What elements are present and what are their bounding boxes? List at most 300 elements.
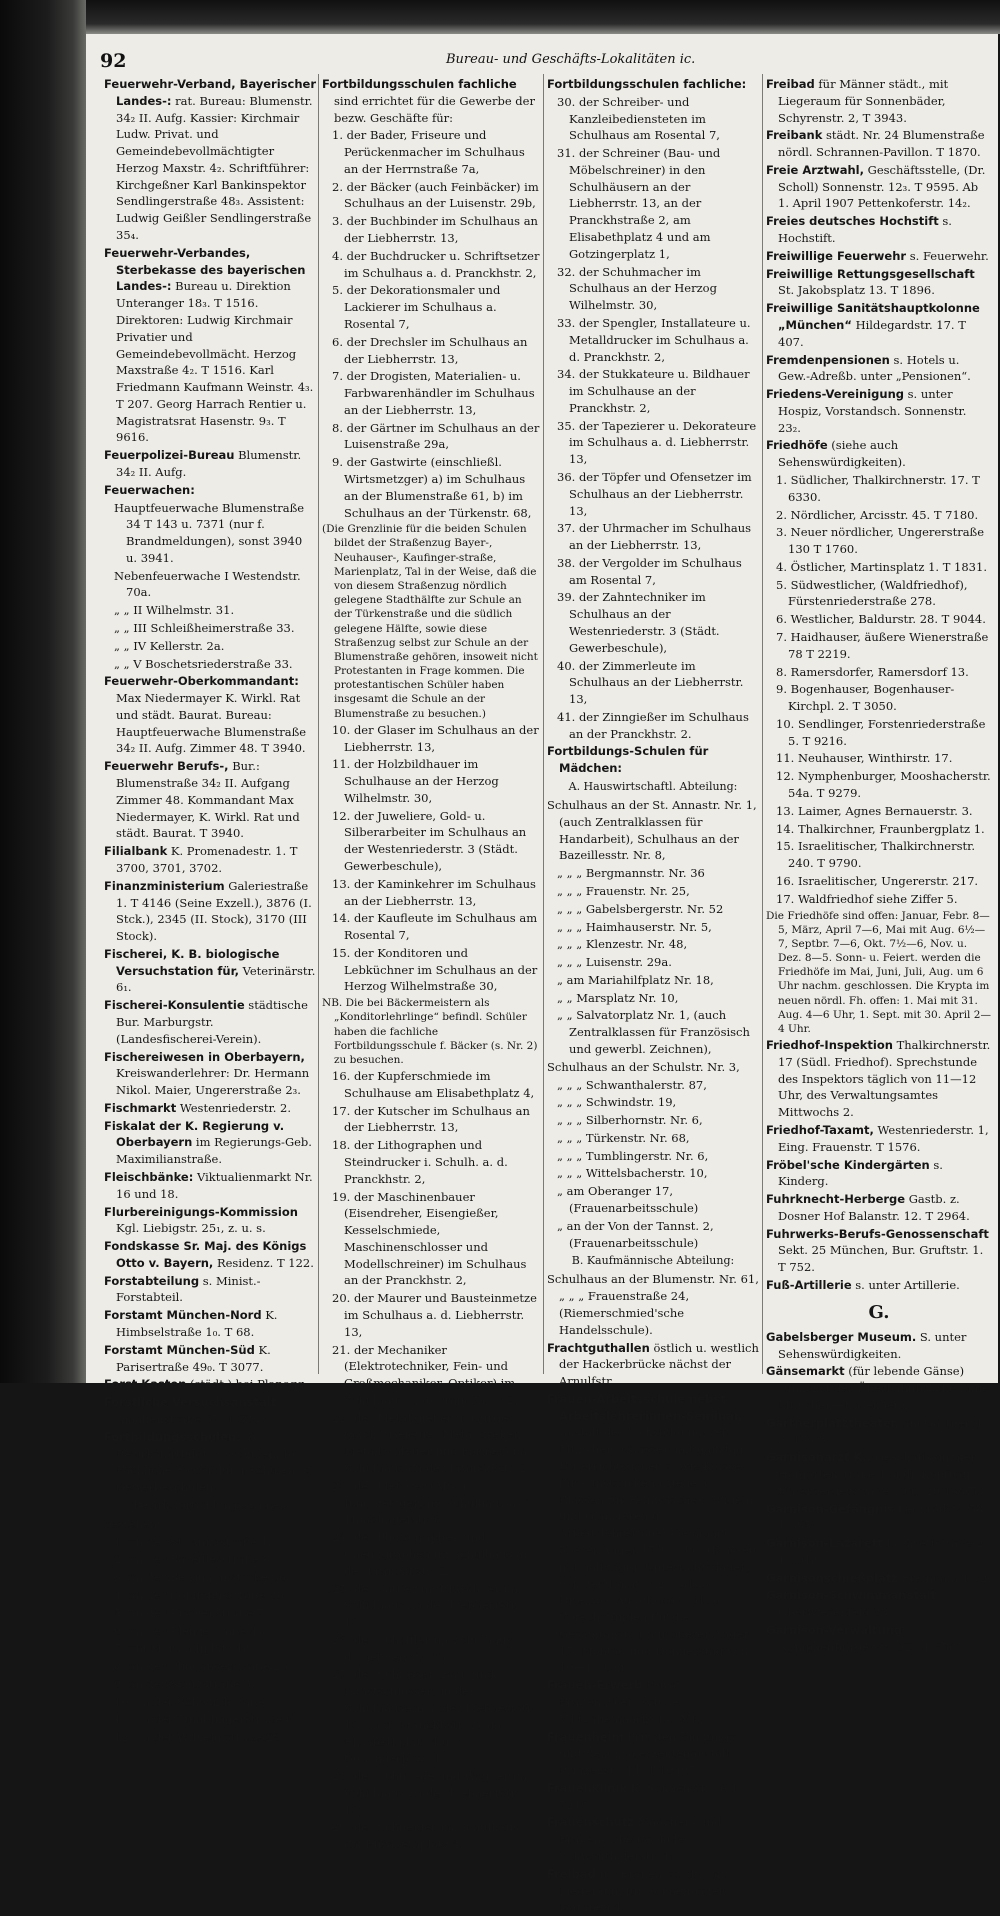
entry-text: 27. der Schlosser (Bau- und Kunstschlosser) in den Schulhäusern a. der Liebherrstr. 13, an d. Pranckhstr. 2, am Elisabethplatz 4 u. a. Gotzingerplatz 1,: [332, 1667, 535, 1766]
entry-heading: Forstamt München-Nord: [104, 1308, 262, 1323]
entry-text: „ „ II Wilhelmstr. 31.: [114, 603, 235, 618]
entry-text: 14. Thalkirchner, Fraunbergplatz 1.: [776, 821, 985, 836]
directory-entry: [547, 990, 759, 1007]
entry-heading: Frauenheim: [547, 1729, 624, 1744]
entry-text: Viktualienmarkt Nr. 16 und 18.: [116, 1170, 313, 1201]
entry-text: 26. der Schäffler im Schulhaus a. d. Liebherrstr. 13,: [332, 1632, 527, 1664]
entry-heading: Fuhrwerks-Berufs-Genossenschaft: [766, 1226, 989, 1241]
directory-entry: [322, 1632, 540, 1666]
entry-text: 6. Westlicher, Baldurstr. 28. T 9044.: [776, 612, 986, 627]
directory-entry: [766, 1587, 992, 1621]
directory-entry: [547, 1253, 759, 1269]
directory-entry: [104, 1376, 316, 1393]
entry-text: (Die Grenzlinie für die beiden Schulen bildet der Straßenzug Bayer-, Neuhauser-, Kaufinger-straße, Marienplatz, Tal in der Weise, daß die von diesem Straßenzug nördlich gelegene Stadthälfte zur Schule an der Türkenstraße und die südlich gelegene Hälfte, sowie diese Straßenzug selbst zur Schule an der Blumenstraße gehören, insoweit nicht Protestanten in Frage kommen. Die protestantischen Schüler haben insgesamt die Schule an der Blumenstraße zu besuchen.): [322, 523, 538, 720]
directory-entry: [322, 127, 540, 177]
entry-text: 28. der Schmiede und Wagner im Schulhaus an der Liebherrstr. 13,: [332, 1769, 528, 1817]
directory-entry: [104, 500, 316, 567]
entry-heading: Fondskasse Sr. Maj. des Königs Otto v. Bayern,: [104, 1239, 307, 1270]
entry-text: städt. Nr. 24 Blumenstraße nördl. Schrannen-Pavillon. T 1870.: [778, 128, 985, 160]
directory-entry: [322, 1137, 540, 1187]
entry-text: Westenriederstr. 2.: [176, 1100, 291, 1115]
directory-entry: [322, 1581, 540, 1631]
directory-entry: [766, 891, 992, 908]
directory-entry: [766, 162, 992, 212]
entry-text: 13. Laimer, Agnes Bernauerstr. 3.: [776, 803, 973, 818]
directory-entry: [104, 758, 316, 842]
directory-entry: [547, 555, 759, 589]
entry-text: Sekt. 25 München, Bur. Gruftstr. 1. T 752.: [778, 1243, 984, 1275]
directory-entry: [766, 248, 992, 265]
entry-text: 29. der Schneider im Schulhaus am Elisabethplatz 4,: [332, 1820, 519, 1852]
entry-text: Oberwiesenfeld 38.: [778, 1605, 892, 1620]
entry-text: Schulhaus an der Blumenstr. Nr. 61, „ „ „ Frauenstraße 24, (Riemerschmied'sche Handelsschule).: [547, 1272, 759, 1337]
entry-text: Die Friedhöfe sind offen: Januar, Febr. 8—5, März, April 7—6, Mai mit Aug. 6½—7, Septbr. 7—6, Okt. 7½—6, Nov. u. Dez. 8—5. Sonn- u. Feiert. werden die Friedhöfe im Mai, Juni, Juli, Aug. um 6 Uhr nachm. geschlossen. Die Krypta im neuen nördl. Fh. offen: 1. Mai mit 31. Aug. 4—6 Uhr, 1. Sept. mit 30. April 2—4 Uhr.: [766, 909, 991, 1035]
directory-entry: [766, 1363, 992, 1413]
directory-entry: [104, 1623, 316, 1640]
directory-entry: [766, 1535, 992, 1569]
entry-text: Hildegardstr. 17. T 407.: [778, 317, 966, 349]
entry-text: „ „ Marsplatz Nr. 10,: [557, 990, 679, 1005]
entry-text: „ „ Salvatorplatz Nr. 1, (auch Zentralklassen für Französisch und gewerbl. Zeichnen),: [557, 1008, 750, 1057]
directory-entry: [547, 1729, 759, 1779]
entry-text: Geschäftsstelle, (Dr. Scholl) Sonnenstr. 12₃. T 9595. Ab 1. April 1907 Pettenkoferstr. 14₂.: [778, 162, 986, 211]
entry-text: S. unter Sehenswürdigkeiten.: [778, 1329, 967, 1361]
entry-text: 3. an der Bergmannstraße 36,: [114, 1570, 290, 1585]
entry-text: 25. der Sattler und Taschner im Schulhaus an der Liebherrstr. 13,: [332, 1581, 519, 1630]
entry-heading: Forstamt München-Süd: [104, 1342, 255, 1357]
entry-heading: Fortbildungsschulen:: [104, 1429, 241, 1444]
directory-entry: [104, 1729, 316, 1746]
entry-text: 4. an der Columbusstraße 36,: [114, 1588, 288, 1603]
directory-entry: [322, 282, 540, 332]
entry-text: 9. Bogenhauser, Bogenhauser-Kirchpl. 2. T 3050.: [776, 682, 955, 714]
entry-text: 14. der Kaufleute im Schulhaus am Rosental 7,: [332, 911, 538, 943]
directory-entry: [766, 1302, 992, 1323]
directory-entry: [766, 300, 992, 350]
directory-page: [86, 34, 998, 1915]
entry-heading: Friedens-Vereinigung: [766, 387, 904, 402]
entry-text: 36. der Töpfer und Ofensetzer im Schulhaus an der Liebherrstr. 13,: [557, 469, 752, 518]
directory-entry: [766, 524, 992, 558]
directory-entry: [322, 1342, 540, 1409]
entry-text: „ „ „ Türkenstr. Nr. 68,: [557, 1130, 690, 1145]
directory-entry: [104, 673, 316, 757]
directory-entry: [104, 1169, 316, 1203]
directory-entry: [104, 1429, 316, 1496]
directory-entry: [547, 1340, 759, 1390]
entry-text: 3. Neuer nördlicher, Ungererstraße 130 T 1760.: [776, 525, 985, 557]
entry-heading: Feuerwehr Berufs-,: [104, 759, 229, 774]
entry-heading: Forstliche Versuchsanstalt: [104, 1395, 277, 1410]
directory-entry: [766, 1157, 992, 1191]
entry-heading: Freies deutsches Hochstift: [766, 214, 939, 229]
entry-text: 1. an der St. Annastraße 1,: [114, 1534, 272, 1549]
directory-entry: [547, 366, 759, 416]
entry-heading: Freibank: [766, 128, 823, 143]
entry-text: s. Hochstift.: [778, 214, 952, 246]
entry-text: K. Sonnenstr. 16 T 7219.: [559, 1780, 739, 1812]
entry-text: 19. der Maschinenbauer (Eisendreher, Eisengießer, Kesselschmiede, Maschinenschlosser und Modellschreiner) im Schulhaus an der Pranckhstr. 2,: [332, 1189, 527, 1288]
directory-entry: [322, 910, 540, 944]
directory-entry: [322, 1410, 540, 1477]
entry-heading: Fremdenpensionen: [766, 352, 890, 367]
entry-text: 22. der Metallgießer u. Gürtler (auch Ziseleure, Metalldreher, Metallschleifer und Former) im Schulhaus an der Pranckhstr. 2,: [332, 1410, 531, 1476]
directory-entry: [547, 520, 759, 554]
entry-text: 21. der Mechaniker (Elektrotechniker, Fein- und Großmechaniker, Optiker) im Schulhaus a. d. Pranckhstr. 2,: [332, 1342, 519, 1407]
directory-entry: [547, 1814, 759, 1864]
entry-text: 8. der Gärtner im Schulhaus an der Luisenstraße 29a,: [332, 420, 540, 452]
directory-entry: [547, 1148, 759, 1165]
directory-entry: [547, 1130, 759, 1147]
entry-text: 11. der Holzbildhauer im Schulhause an der Herzog Wilhelmstr. 30,: [332, 757, 499, 805]
entry-heading: Gärtnerplatztheater,: [766, 1415, 900, 1430]
entry-text: 24. der Photographen und Chemigraphen im Schulhaus an der Pranckhstr. 2,: [332, 1530, 531, 1578]
directory-entry: [104, 656, 316, 673]
directory-entry: [104, 1551, 316, 1568]
directory-entry: [766, 213, 992, 247]
directory-entry: [322, 1189, 540, 1290]
entry-text: Bur.: Blumenstraße 34₂ II. Aufgang Zimmer 48. Kommandant Max Niedermayer, K. Wirkl. Rat und städt. Baurat. T 3940.: [116, 759, 300, 841]
entry-heading: Friedhöfe: [766, 438, 828, 453]
entry-text: Geschäftszimmer: Hofgartenstraße 1 südl. Kopfbau Unterbergerstraße 19 u. 20 T 8853.: [778, 1450, 988, 1498]
entry-text: 10. der Glaser im Schulhaus an der Liebherrstr. 13,: [332, 722, 539, 754]
column-2: [322, 76, 540, 1852]
entry-heading: Friedhof-Taxamt,: [766, 1122, 874, 1137]
entry-text: „ „ V Boschetsriederstraße 33.: [114, 656, 293, 671]
entry-text: Hauptfeuerwache Blumenstraße 34 T 143 u. 7371 (nur f. Brandmeldungen), sonst 3940 u. 3941.: [114, 500, 305, 565]
directory-entry: [547, 1271, 759, 1338]
entry-text: 3. der Buchbinder im Schulhaus an der Liebherrstr. 13,: [332, 214, 538, 246]
entry-text: 2. an der Bazeillesstraße 8,: [114, 1552, 274, 1567]
directory-entry: [547, 954, 759, 971]
entry-text: Schulhaus an der St. Annastr. Nr. 1, (auch Zentralklassen für Handarbeit), Schulhaus an der Bazeillesstr. Nr. 8,: [547, 798, 757, 863]
directory-entry: [104, 1238, 316, 1272]
entry-text: „ „ „ Luisenstr. 29a.: [557, 955, 672, 970]
entry-text: „ „ „ Schwindstr. 19,: [557, 1095, 677, 1110]
directory-entry: [766, 1122, 992, 1156]
entry-text: „ „ IV Kellerstr. 2a.: [114, 638, 225, 653]
directory-entry: [104, 482, 316, 499]
entry-text: A. Hauswirtschaftl. Abteilung:: [568, 780, 738, 794]
entry-text: 20. der Maurer und Bausteinmetze im Schulhaus a. d. Liebherrstr. 13,: [332, 1291, 537, 1339]
directory-entry: [104, 1498, 316, 1514]
entry-text: „ „ „ Frauenstr. Nr. 25,: [557, 883, 690, 898]
entry-text: Max Niedermayer K. Wirkl. Rat und städt. Baurat. Bureau: Hauptfeuerwache Blumenstraße 34₂ II. Aufg. Zimmer 48. T 3940.: [116, 691, 307, 756]
entry-heading: Feuerpolizei-Bureau: [104, 448, 235, 463]
entry-text: 7. der Drogisten, Materialien- u. Farbwarenhändler im Schulhaus an der Liebherrstr. 13,: [332, 369, 535, 417]
column-rule: [543, 74, 544, 1374]
entry-heading: Frauen-Erwerb: [547, 1678, 643, 1693]
directory-entry: [766, 1449, 992, 1499]
entry-text: „ „ „ Haimhauserstr. Nr. 5,: [557, 919, 712, 934]
directory-entry: [547, 1218, 759, 1252]
directory-entry: [766, 909, 992, 1037]
entry-text: Kgl. Liebigstr. 25₁, z. u. s.: [116, 1221, 266, 1236]
entry-text: „ „ „ Bergmannstr. Nr. 36: [557, 866, 705, 881]
directory-entry: [547, 1183, 759, 1217]
entry-text: Kreiswanderlehrer: Dr. Hermann Nikol. Maier, Ungererstraße 2₃.: [116, 1066, 310, 1098]
entry-text: 13. der Kaminkehrer im Schulhaus an der Liebherrstr. 13,: [332, 876, 536, 908]
entry-heading: Fleischbänke:: [104, 1170, 194, 1184]
entry-text: 17. Waldfriedhof siehe Ziffer 5.: [776, 891, 958, 906]
entry-heading: Fischerei-Konsulentie: [104, 998, 245, 1013]
entry-text: Veterinärstr. 6₁.: [116, 963, 316, 995]
directory-entry: [766, 577, 992, 611]
directory-entry: [766, 838, 992, 872]
entry-text: 12. an der Wilhelmstraße 29,: [114, 1730, 285, 1745]
directory-entry: [322, 1666, 540, 1767]
column-rule: [318, 74, 319, 1374]
directory-entry: [766, 1277, 992, 1294]
column-4: [766, 76, 992, 1654]
entry-heading: Gänsemarkt: [766, 1364, 845, 1379]
directory-entry: [547, 1059, 759, 1076]
entry-text: für Männer städt., mit Liegeraum für Sonnenbäder, Schyrenstr. 2, T 3943.: [778, 77, 949, 125]
entry-text: 6. an der Klenzestraße 48,: [114, 1623, 269, 1638]
entry-text: Bureau u. Direktion Unteranger 18₃. T 1516. Direktoren: Ludwig Kirchmair Privatier und Gemeindebevollmächt. Herzog Maxstraße 4₂. T 1516. Karl Friedmann Kaufmann Weinstr. 4₃. T 207. Georg Harrach Rentier u. Magistratsrat Hasenstr. 9₃. T 9616.: [116, 279, 314, 445]
directory-entry: [322, 1478, 540, 1528]
directory-entry: [322, 1768, 540, 1818]
directory-entry: [104, 1658, 316, 1675]
directory-entry: [104, 1118, 316, 1168]
directory-entry: [547, 76, 759, 93]
entry-heading: Feuerwachen:: [104, 482, 195, 497]
directory-entry: [766, 1037, 992, 1121]
entry-text: 23. der Metzger (Alt- u. Jungmetzger) im Schulhaus a. d. Tumblingerstr. 6,: [332, 1478, 535, 1527]
directory-entry: [547, 469, 759, 519]
directory-entry: [547, 779, 759, 795]
entry-text: s. unter Hospiz, Vorstandsch. Sonnenstr. 23₂.: [778, 387, 967, 435]
directory-entry: [547, 658, 759, 708]
directory-entry: [766, 266, 992, 300]
entry-heading: Frauenklinik: [547, 1780, 628, 1795]
directory-entry: [766, 1191, 992, 1225]
entry-text: 30. der Schreiber- und Kanzleibediensteten im Schulhaus am Rosental 7,: [557, 94, 720, 143]
entry-heading: Flurbereinigungs-Kommission: [104, 1204, 298, 1219]
directory-entry: [547, 1391, 759, 1676]
directory-entry: [766, 76, 992, 126]
directory-entry: [766, 1501, 992, 1535]
entry-text: 38. der Vergolder im Schulhaus am Rosental 7,: [557, 555, 742, 587]
entry-heading: Gabelsberger Museum.: [766, 1329, 917, 1344]
directory-entry: [104, 878, 316, 945]
directory-entry: [104, 568, 316, 602]
entry-text: 6. der Drechsler im Schulhaus an der Liebherrstr. 13,: [332, 334, 528, 366]
directory-entry: [104, 1394, 316, 1428]
entry-text: städtische Bur. Marburgstr. (Landesfischerei-Verein).: [116, 998, 308, 1046]
entry-text: „ „ „ Schwanthalerstr. 87,: [557, 1077, 707, 1092]
directory-entry: [322, 756, 540, 806]
entry-text: 8. Ramersdorfer, Ramersdorf 13.: [776, 664, 969, 679]
directory-entry: [104, 245, 316, 446]
entry-heading: Friedhof-Inspektion: [766, 1038, 893, 1053]
entry-text: 41. der Zinngießer im Schulhaus an der Pranckhstr. 2.: [557, 709, 749, 741]
directory-entry: [104, 638, 316, 655]
directory-entry: [547, 972, 759, 989]
directory-entry: [766, 559, 992, 576]
entry-text: 9. an der Schulstraße 3,: [114, 1676, 255, 1691]
entry-heading: Freibad: [547, 1866, 596, 1881]
directory-entry: [104, 76, 316, 244]
entry-text: 10. an der Schwindstraße 19,: [114, 1694, 287, 1709]
entry-text: 5. Südwestlicher, (Waldfriedhof), Fürstenriederstraße 278.: [776, 577, 968, 609]
entry-text: 7. Haidhauser, äußere Wienerstraße 78 T 2219.: [776, 630, 989, 661]
directory-entry: [104, 1307, 316, 1341]
entry-text: am Gärtnerpl. 3. T 888.: [778, 1415, 985, 1447]
directory-entry: [104, 1569, 316, 1586]
directory-entry: [322, 1290, 540, 1340]
book-gutter-shadow: [0, 0, 86, 1383]
directory-entry: [104, 447, 316, 481]
entry-text: 18. der Lithographen und Steindrucker i. Schulh. a. d. Pranckhstr. 2,: [332, 1138, 508, 1186]
entry-text: Thalkirchnerstr. 17 (Südl. Friedhof). Sprechstunde des Inspektors täglich von 11—12 Uhr, des Verwaltungsamtes Mittwochs 2.: [778, 1038, 991, 1120]
entry-text: 11. Neuhauser, Winthirstr. 17.: [776, 751, 953, 766]
entry-text: (für lebende Gänse) zunächst der Überbahnbrücke Linie München—Rosenheim.: [778, 1364, 989, 1412]
entry-text: 40. der Zimmerleute im Schulhaus an der Liebherrstr. 13,: [557, 658, 744, 707]
entry-text: K. Parisertraße 49₀. T 3077.: [116, 1342, 271, 1374]
directory-entry: [766, 821, 992, 838]
entry-text: 15. Israelitischer, Thalkirchnerstr. 240. T 9790.: [776, 839, 976, 871]
entry-text: Westenriederstr. 1, Eing. Frauenstr. T 1576.: [778, 1122, 989, 1154]
directory-entry: [104, 1100, 316, 1117]
directory-entry: [322, 248, 540, 282]
directory-entry: [322, 1529, 540, 1579]
entry-text: Bezirksfortbildungsschulen: [133, 1498, 287, 1512]
entry-text: Residenz. T 122.: [213, 1255, 314, 1270]
directory-entry: [547, 1112, 759, 1129]
entry-text: 2. der Bäcker (auch Feinbäcker) im Schulhaus an der Luisenstr. 29b,: [332, 179, 539, 211]
entry-text: 37. der Uhrmacher im Schulhaus an der Liebherrstr. 13,: [557, 521, 752, 553]
directory-entry: [104, 1640, 316, 1657]
column-1: [104, 76, 316, 1745]
entry-heading: Filialbank: [104, 844, 168, 859]
entry-text: rat. Bureau: Blumenstr. 34₂ II. Aufg. Kassier: Kirchmair Ludw. Privat. und Gemeindebevollmächtigter Herzog Maxstr. 4₂. Schriftführer: Kirchgeßner Karl Bankinspektor Sendlingerstraße 48₃. Assistent: Ludwig Geißler Sendlingerstraße 35₄.: [116, 93, 313, 243]
directory-entry: [547, 418, 759, 468]
directory-entry: [104, 1711, 316, 1728]
entry-text: Schulhaus an der Schulstr. Nr. 3,: [547, 1059, 740, 1074]
entry-heading: Garnison-Schwimmanstalt: [766, 1588, 937, 1603]
entry-text: NB. Die bei Bäckermeistern als „Konditorlehrlinge“ befindl. Schüler haben die fachliche Fortbildungsschule f. Bäcker (s. Nr. 2) zu besuchen.: [322, 997, 538, 1066]
directory-entry: [547, 589, 759, 656]
entry-text: im Regierungs-Geb. Maximilianstraße.: [116, 1135, 312, 1167]
entry-text: Blumenstr. 34₂ II. Aufg.: [116, 448, 302, 479]
directory-entry: [104, 620, 316, 637]
entry-text: 16. der Kupferschmiede im Schulhause am Elisabethplatz 4,: [332, 1069, 535, 1100]
directory-entry: [547, 264, 759, 314]
entry-heading: Freiwillige Sanitätshauptkolonne „München“: [766, 301, 980, 332]
entry-text: 34. der Stukkateure u. Bildhauer im Schulhause an der Pranckhstr. 2,: [557, 367, 750, 415]
entry-text: 1. der Bader, Friseure und Perückenmacher im Schulhaus an der Herrnstraße 7a,: [332, 128, 525, 176]
directory-entry: [547, 315, 759, 365]
directory-entry: [547, 94, 759, 144]
directory-entry: [766, 352, 992, 386]
directory-entry: [766, 1415, 992, 1449]
entry-text: St. Jakobsplatz 13. T 1896.: [778, 283, 935, 298]
directory-entry: [322, 1103, 540, 1137]
directory-entry: [766, 472, 992, 506]
page-number: 92: [100, 50, 127, 72]
entry-text: 10. Sendlinger, Forstenriederstraße 5. T 9216.: [776, 716, 986, 748]
directory-entry: [547, 145, 759, 262]
directory-entry: [104, 1342, 316, 1376]
entry-text: 16. Israelitischer, Ungererstr. 217.: [776, 873, 979, 888]
directory-entry: [322, 522, 540, 720]
directory-entry: [547, 1165, 759, 1182]
directory-entry: [547, 1007, 759, 1057]
entry-text: 12. Nymphenburger, Mooshacherstr. 54a. T 9279.: [776, 769, 991, 801]
entry-text: östlich u. westlich der Hackerbrücke nächst der Arnulfstr.: [559, 1340, 759, 1389]
entry-text: 4. Östlicher, Martinsplatz 1. T 1831.: [776, 559, 987, 574]
entry-heading: Frauen-Arbeitsschule nebst Arbeitslehrerinnen-Seminar,: [547, 1391, 743, 1423]
entry-heading: Forst Kasten: [104, 1377, 187, 1392]
entry-heading: Fischereiwesen in Oberbayern,: [104, 1049, 305, 1064]
entry-heading: Freiwillige Feuerwehr: [766, 248, 907, 263]
entry-text: „ „ „ Silberhornstr. Nr. 6,: [557, 1113, 703, 1128]
directory-entry: [104, 946, 316, 996]
entry-heading: Fischmarkt: [104, 1100, 177, 1115]
entry-text: bestehen:: [104, 1516, 161, 1531]
directory-entry: [322, 454, 540, 521]
directory-entry: [766, 664, 992, 681]
directory-entry: [547, 1077, 759, 1094]
entry-text: 35. der Tapezierer u. Dekorateure im Schulhaus a. d. Liebherrstr. 13,: [557, 418, 757, 467]
directory-entry: [104, 1273, 316, 1307]
entry-text: 2. Nördlicher, Arcisstr. 45. T 7180.: [776, 507, 979, 522]
entry-text: B. Kaufmännische Abteilung:: [571, 1254, 735, 1268]
directory-entry: [547, 743, 759, 777]
directory-entry: [766, 681, 992, 715]
entry-text: Privatentbindungs- und Rekonvaleszentenanstalt Prinzenstr. 14. T 10407.: [559, 1729, 739, 1778]
directory-entry: [766, 1329, 992, 1363]
entry-text: K. Himbselstraße 1₀. T 68.: [116, 1308, 278, 1340]
directory-entry: [766, 1226, 992, 1276]
entry-heading: Freie Arztwahl,: [766, 162, 864, 177]
directory-entry: [547, 919, 759, 936]
directory-entry: [766, 873, 992, 890]
entry-heading: Forstabteilung: [104, 1273, 200, 1288]
directory-entry: [104, 1694, 316, 1711]
directory-entry: [766, 437, 992, 471]
directory-entry: [766, 803, 992, 820]
directory-entry: [547, 797, 759, 864]
entry-text: Amalienstraße 67. T 3333.: [116, 1411, 271, 1426]
entry-text: „ „ „ Gabelsbergerstr. Nr. 52: [557, 901, 724, 916]
entry-text: 15. der Konditoren und Lebküchner im Schulhaus an der Herzog Wilhelmstraße 30,: [332, 945, 538, 994]
entry-heading: Frachtguthallen: [547, 1340, 650, 1355]
directory-entry: [322, 1068, 540, 1102]
directory-entry: [766, 1570, 992, 1587]
directory-entry: [322, 876, 540, 910]
entry-text: Anstalt des Volksbildungsver. München. (Klassen mit ganztäg. Unterrichtsdauer, sowie Klasse für Kunststicken (Atelier), Klassen für Feinwaschen, Bügeln und Glanzieren u. Arbeitslehrerinnen-Seminar) oberer Anger 17 T 6106. (Klassen mit halbtägig. Unterrichtsdauer) von der Tannstr. 2 T 6106. Direktor: Aug. Kood T 6106. Sprechstunden für die Gesamtanstalt nur oberer Anger 17, Montag und Donnerstag von 10—11 Uhr.: [559, 1425, 757, 1675]
entry-heading: Feuerwehr-Verbandes, Sterbekasse des bayerischen Landes-:: [104, 245, 306, 294]
entry-text: 5. an der Kirchenstraße 7,: [114, 1605, 268, 1620]
entry-text: „ am Mariahilfplatz Nr. 18,: [557, 972, 714, 987]
entry-text: „ „ „ Wittelsbacherstr. 10,: [557, 1166, 708, 1181]
directory-entry: [322, 945, 540, 995]
directory-entry: [766, 507, 992, 524]
entry-text: Galeriestraße 1. T 4146 (Seine Exzell.), 3876 (I. Stck.), 2345 (II. Stock), 3170 (III Stock).: [116, 878, 312, 944]
directory-entry: [766, 1622, 992, 1656]
entry-heading: Garnison-Lazarett: [766, 1536, 883, 1551]
entry-text: „ „ „ Tumblingerstr. Nr. 6,: [557, 1148, 709, 1163]
entry-text: s. Feuerwehr.: [906, 248, 989, 263]
entry-text: Nymphenburgerstr. 92₀. T 6501.: [778, 1639, 968, 1654]
entry-text: s. Minist.-Forstabteil.: [116, 1273, 261, 1305]
entry-text: 1. Südlicher, Thalkirchnerstr. 17. T 6330.: [776, 472, 980, 504]
directory-entry: [322, 1819, 540, 1853]
entry-text: K. Promenadestr. 1. T 3700, 3701, 3702.: [116, 844, 298, 875]
entry-text: (städt.) bei Planegg.: [186, 1377, 308, 1392]
